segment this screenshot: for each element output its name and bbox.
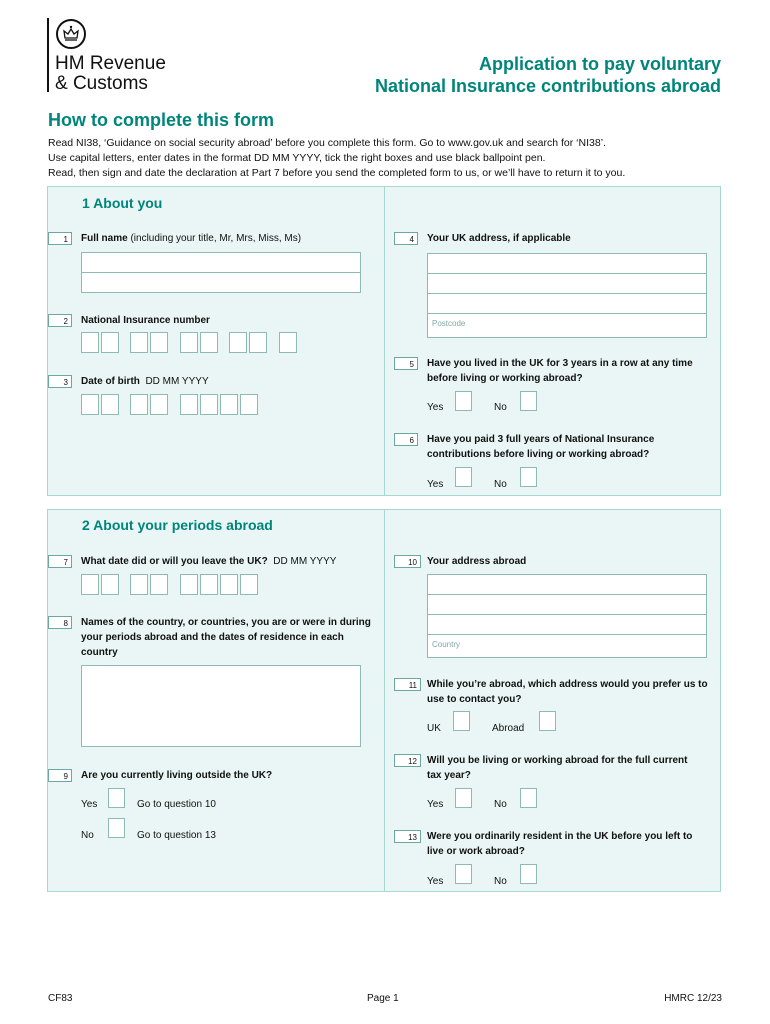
part1-divider (384, 186, 385, 496)
q9-yes-goto: Go to question 10 (137, 799, 216, 810)
q9-number: 9 (48, 769, 72, 782)
nino-box-9[interactable] (279, 332, 297, 353)
country-placeholder: Country (432, 640, 461, 649)
q2-number: 2 (48, 314, 72, 327)
q6-no-label: No (494, 479, 507, 490)
uk-address-line-1[interactable] (427, 253, 707, 274)
abroad-address-line-1[interactable] (427, 574, 707, 595)
q13-yes-checkbox[interactable] (455, 864, 472, 884)
intro-line2: Use capital letters, enter dates in the format DD MM YYYY, tick the right boxes and use black ballpoint pen. (48, 152, 546, 164)
logo-line1: HM Revenue (55, 53, 166, 74)
q11-abroad-checkbox[interactable] (539, 711, 556, 731)
logo-rule (47, 18, 49, 92)
q5-label: Have you lived in the UK for 3 years in a row at any time before living or working abroad? (427, 358, 693, 384)
abroad-address-line-3[interactable] (427, 614, 707, 635)
q11-abroad-label: Abroad (492, 723, 525, 734)
how-to-heading: How to complete this form (48, 110, 275, 130)
q9-yes-checkbox[interactable] (108, 788, 125, 808)
nino-box-7[interactable] (229, 332, 247, 353)
q11-uk-checkbox[interactable] (453, 711, 470, 731)
dob-day-2[interactable] (101, 394, 119, 415)
q3-number: 3 (48, 375, 72, 388)
q3-hint: DD MM YYYY (145, 376, 209, 387)
q11-number: 11 (394, 678, 421, 691)
nino-box-4[interactable] (150, 332, 168, 353)
dob-month-2[interactable] (150, 394, 168, 415)
full-name-field-1[interactable] (81, 252, 361, 273)
q6-label: Have you paid 3 full years of National Insurance contributions before living or working abroad? (427, 434, 655, 460)
q5-no-checkbox[interactable] (520, 391, 537, 411)
leave-day-1[interactable] (81, 574, 99, 595)
q7-label-text: What date did or will you leave the UK? (81, 556, 268, 567)
q2-label: National Insurance number (81, 315, 210, 326)
form-version: HMRC 12/23 (664, 993, 722, 1004)
countries-textarea[interactable] (81, 665, 361, 747)
q9-yes-label: Yes (81, 799, 98, 810)
q7-number: 7 (48, 555, 72, 568)
q5-yes-checkbox[interactable] (455, 391, 472, 411)
q9-no-label: No (81, 830, 94, 841)
uk-address-line-3[interactable] (427, 293, 707, 314)
title-line2: National Insurance contributions abroad (374, 76, 721, 96)
leave-year-2[interactable] (200, 574, 218, 595)
q7-hint: DD MM YYYY (273, 556, 337, 567)
q12-no-label: No (494, 799, 507, 810)
part2-divider (384, 509, 385, 892)
leave-month-1[interactable] (130, 574, 148, 595)
q13-label: Were you ordinarily resident in the UK before you left to live or work abroad? (427, 831, 693, 857)
q4-label: Your UK address, if applicable (427, 233, 571, 244)
dob-year-3[interactable] (220, 394, 238, 415)
abroad-country-field[interactable] (427, 634, 707, 658)
leave-month-2[interactable] (150, 574, 168, 595)
q11-label: While you’re abroad, which address would you prefer us to use to contact you? (427, 679, 708, 705)
q13-yes-label: Yes (427, 876, 444, 887)
q1-hint: (including your title, Mr, Mrs, Miss, Ms) (130, 233, 302, 244)
q11-uk-label: UK (427, 723, 441, 734)
q5-yes-label: Yes (427, 402, 444, 413)
q4-number: 4 (394, 232, 418, 245)
q6-yes-label: Yes (427, 479, 444, 490)
nino-box-3[interactable] (130, 332, 148, 353)
q10-label: Your address abroad (427, 556, 527, 567)
part1-title: 1 About you (82, 195, 163, 211)
q1-number: 1 (48, 232, 72, 245)
q10-number: 10 (394, 555, 421, 568)
q6-number: 6 (394, 433, 418, 446)
q9-no-goto: Go to question 13 (137, 830, 216, 841)
q13-no-checkbox[interactable] (520, 864, 537, 884)
q9-label: Are you currently living outside the UK? (81, 770, 273, 781)
q12-label: Will you be living or working abroad for the full current tax year? (427, 755, 688, 781)
q7-label (81, 554, 336, 569)
leave-year-4[interactable] (240, 574, 258, 595)
dob-day-1[interactable] (81, 394, 99, 415)
dob-year-1[interactable] (180, 394, 198, 415)
postcode-placeholder: Postcode (432, 319, 466, 328)
q3-label (81, 374, 209, 389)
full-name-field-2[interactable] (81, 272, 361, 293)
leave-year-1[interactable] (180, 574, 198, 595)
intro-line3: Read, then sign and date the declaration at Part 7 before you send the completed form to us, or we’ll have to return it to you. (48, 167, 626, 179)
q9-no-checkbox[interactable] (108, 818, 125, 838)
q12-yes-label: Yes (427, 799, 444, 810)
nino-box-5[interactable] (180, 332, 198, 353)
form-title (375, 53, 721, 97)
title-line1: Application to pay voluntary (478, 54, 721, 74)
part2-title: 2 About your periods abroad (82, 517, 273, 533)
dob-year-2[interactable] (200, 394, 218, 415)
page-number: Page 1 (367, 993, 399, 1004)
intro-line1: Read NI38, ‘Guidance on social security abroad’ before you complete this form. Go to www.gov.uk and search for ‘NI38’. (48, 137, 606, 149)
q12-number: 12 (394, 754, 421, 767)
q13-no-label: No (494, 876, 507, 887)
royal-crest-icon (56, 19, 86, 49)
uk-address-line-2[interactable] (427, 273, 707, 294)
q8-number: 8 (48, 616, 72, 629)
q1-label-text: Full name (81, 233, 128, 244)
q6-yes-checkbox[interactable] (455, 467, 472, 487)
q3-label-text: Date of birth (81, 376, 140, 387)
dob-month-1[interactable] (130, 394, 148, 415)
dob-year-4[interactable] (240, 394, 258, 415)
abroad-address-line-2[interactable] (427, 594, 707, 615)
logo-line2: & Customs (55, 73, 148, 94)
q13-number: 13 (394, 830, 421, 843)
intro-text (48, 136, 625, 181)
q5-no-label: No (494, 402, 507, 413)
nino-box-8[interactable] (249, 332, 267, 353)
q5-number: 5 (394, 357, 418, 370)
q8-label: Names of the country, or countries, you are or were in during your periods abroad and the dates of residence in each country (81, 617, 371, 658)
uk-postcode-field[interactable] (427, 313, 707, 338)
nino-box-6[interactable] (200, 332, 218, 353)
nino-box-2[interactable] (101, 332, 119, 353)
q1-label (81, 231, 301, 246)
leave-day-2[interactable] (101, 574, 119, 595)
hmrc-logo (55, 54, 166, 94)
q12-no-checkbox[interactable] (520, 788, 537, 808)
leave-year-3[interactable] (220, 574, 238, 595)
q6-no-checkbox[interactable] (520, 467, 537, 487)
q12-yes-checkbox[interactable] (455, 788, 472, 808)
nino-box-1[interactable] (81, 332, 99, 353)
form-code: CF83 (48, 993, 73, 1004)
